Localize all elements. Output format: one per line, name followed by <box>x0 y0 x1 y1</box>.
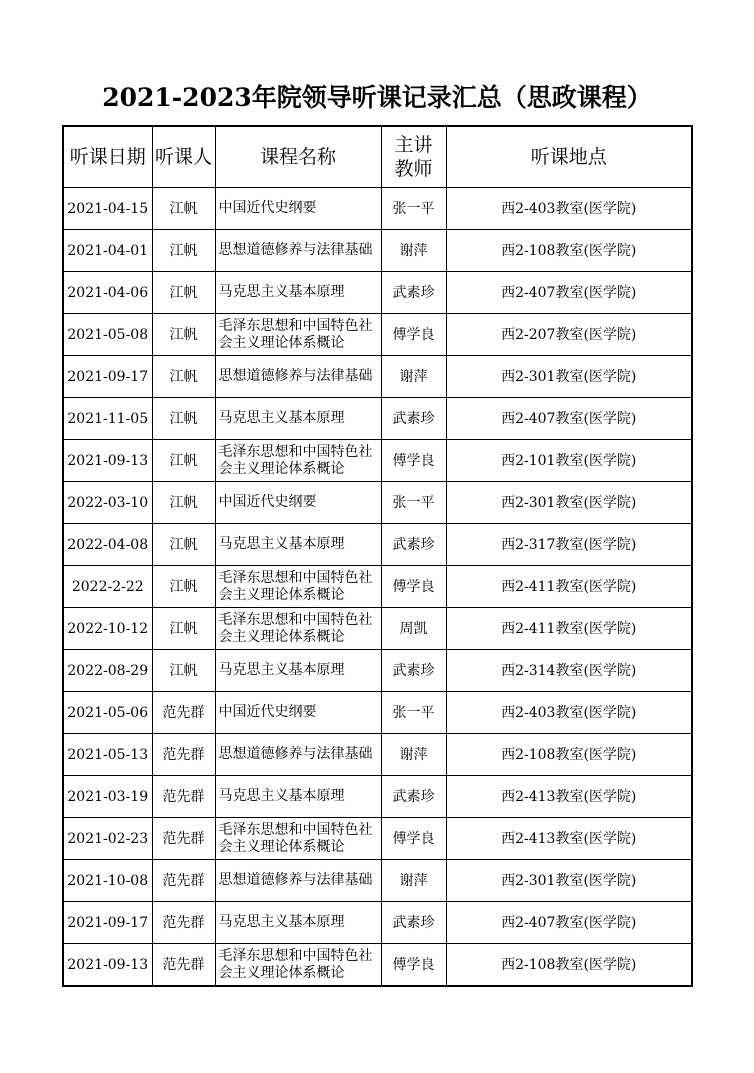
cell-listener: 范先群 <box>152 818 215 860</box>
cell-teacher: 张一平 <box>381 482 446 524</box>
cell-course: 毛泽东思想和中国特色社会主义理论体系概论 <box>215 608 381 650</box>
table-row <box>63 482 692 524</box>
cell-location: 西2-301教室(医学院) <box>446 860 692 902</box>
cell-course: 思想道德修养与法律基础 <box>215 860 381 902</box>
cell-date: 2021-09-13 <box>63 440 152 482</box>
cell-listener: 江帆 <box>152 440 215 482</box>
cell-date: 2022-04-08 <box>63 524 152 566</box>
cell-course: 思想道德修养与法律基础 <box>215 734 381 776</box>
cell-location: 西2-407教室(医学院) <box>446 398 692 440</box>
cell-date: 2021-05-08 <box>63 314 152 356</box>
cell-teacher: 张一平 <box>381 692 446 734</box>
cell-date: 2021-05-06 <box>63 692 152 734</box>
table-row <box>63 524 692 566</box>
cell-date: 2021-05-13 <box>63 734 152 776</box>
cell-listener: 范先群 <box>152 734 215 776</box>
table-row <box>63 230 692 272</box>
table-row <box>63 356 692 398</box>
cell-listener: 范先群 <box>152 902 215 944</box>
header-teacher-line1: 主讲 <box>394 134 433 156</box>
page-title: 2021-2023年院领导听课记录汇总（思政课程） <box>102 83 652 112</box>
cell-listener: 江帆 <box>152 314 215 356</box>
cell-course: 马克思主义基本原理 <box>215 650 381 692</box>
table-body <box>63 188 692 987</box>
cell-location: 西2-403教室(医学院) <box>446 692 692 734</box>
table-row <box>63 692 692 734</box>
header-teacher-line2: 教师 <box>394 158 433 180</box>
cell-location: 西2-317教室(医学院) <box>446 524 692 566</box>
cell-course: 毛泽东思想和中国特色社会主义理论体系概论 <box>215 566 381 608</box>
cell-teacher: 傅学良 <box>381 944 446 987</box>
cell-location: 西2-314教室(医学院) <box>446 650 692 692</box>
cell-location: 西2-413教室(医学院) <box>446 818 692 860</box>
cell-date: 2021-04-01 <box>63 230 152 272</box>
table-row <box>63 818 692 860</box>
cell-date: 2022-03-10 <box>63 482 152 524</box>
cell-course: 毛泽东思想和中国特色社会主义理论体系概论 <box>215 818 381 860</box>
header-course: 课程名称 <box>215 126 381 188</box>
cell-location: 西2-411教室(医学院) <box>446 566 692 608</box>
cell-teacher: 武素珍 <box>381 776 446 818</box>
cell-location: 西2-413教室(医学院) <box>446 776 692 818</box>
table-row <box>63 902 692 944</box>
cell-date: 2021-09-13 <box>63 944 152 987</box>
cell-location: 西2-403教室(医学院) <box>446 188 692 230</box>
cell-teacher: 张一平 <box>381 188 446 230</box>
table-row <box>63 734 692 776</box>
cell-teacher: 武素珍 <box>381 524 446 566</box>
cell-teacher: 傅学良 <box>381 314 446 356</box>
cell-course: 马克思主义基本原理 <box>215 902 381 944</box>
cell-listener: 江帆 <box>152 188 215 230</box>
table-row <box>63 776 692 818</box>
cell-listener: 江帆 <box>152 272 215 314</box>
cell-course: 中国近代史纲要 <box>215 188 381 230</box>
cell-location: 西2-301教室(医学院) <box>446 356 692 398</box>
cell-listener: 江帆 <box>152 230 215 272</box>
table-row <box>63 650 692 692</box>
table-row <box>63 440 692 482</box>
table-row <box>63 272 692 314</box>
cell-location: 西2-108教室(医学院) <box>446 230 692 272</box>
table-row <box>63 188 692 230</box>
cell-date: 2021-04-15 <box>63 188 152 230</box>
table-header <box>63 126 692 188</box>
cell-listener: 范先群 <box>152 860 215 902</box>
header-location: 听课地点 <box>446 126 692 188</box>
cell-date: 2021-09-17 <box>63 356 152 398</box>
cell-location: 西2-301教室(医学院) <box>446 482 692 524</box>
cell-date: 2021-10-08 <box>63 860 152 902</box>
cell-date: 2022-08-29 <box>63 650 152 692</box>
cell-listener: 江帆 <box>152 398 215 440</box>
cell-course: 毛泽东思想和中国特色社会主义理论体系概论 <box>215 944 381 987</box>
table-row <box>63 860 692 902</box>
cell-course: 马克思主义基本原理 <box>215 272 381 314</box>
cell-course: 中国近代史纲要 <box>215 692 381 734</box>
cell-teacher: 武素珍 <box>381 398 446 440</box>
cell-date: 2021-11-05 <box>63 398 152 440</box>
cell-date: 2021-03-19 <box>63 776 152 818</box>
cell-course: 马克思主义基本原理 <box>215 524 381 566</box>
cell-course: 思想道德修养与法律基础 <box>215 230 381 272</box>
table-row <box>63 314 692 356</box>
cell-date: 2022-10-12 <box>63 608 152 650</box>
cell-teacher: 武素珍 <box>381 650 446 692</box>
cell-teacher: 傅学良 <box>381 566 446 608</box>
records-table <box>62 125 693 987</box>
cell-listener: 江帆 <box>152 524 215 566</box>
cell-course: 思想道德修养与法律基础 <box>215 356 381 398</box>
cell-course: 马克思主义基本原理 <box>215 398 381 440</box>
cell-teacher: 谢萍 <box>381 860 446 902</box>
cell-course: 马克思主义基本原理 <box>215 776 381 818</box>
cell-listener: 江帆 <box>152 566 215 608</box>
header-listener: 听课人 <box>152 126 215 188</box>
cell-location: 西2-411教室(医学院) <box>446 608 692 650</box>
cell-listener: 范先群 <box>152 944 215 987</box>
table-row <box>63 566 692 608</box>
cell-location: 西2-407教室(医学院) <box>446 272 692 314</box>
cell-teacher: 傅学良 <box>381 818 446 860</box>
cell-course: 毛泽东思想和中国特色社会主义理论体系概论 <box>215 440 381 482</box>
cell-location: 西2-207教室(医学院) <box>446 314 692 356</box>
cell-date: 2021-04-06 <box>63 272 152 314</box>
cell-location: 西2-407教室(医学院) <box>446 902 692 944</box>
cell-course: 毛泽东思想和中国特色社会主义理论体系概论 <box>215 314 381 356</box>
table-row <box>63 944 692 987</box>
cell-listener: 江帆 <box>152 650 215 692</box>
table-row <box>63 608 692 650</box>
cell-date: 2021-09-17 <box>63 902 152 944</box>
cell-course: 中国近代史纲要 <box>215 482 381 524</box>
cell-listener: 范先群 <box>152 692 215 734</box>
cell-listener: 江帆 <box>152 482 215 524</box>
cell-location: 西2-108教室(医学院) <box>446 734 692 776</box>
table-row <box>63 398 692 440</box>
cell-location: 西2-101教室(医学院) <box>446 440 692 482</box>
cell-teacher: 周凯 <box>381 608 446 650</box>
cell-date: 2021-02-23 <box>63 818 152 860</box>
cell-listener: 江帆 <box>152 356 215 398</box>
cell-listener: 范先群 <box>152 776 215 818</box>
cell-listener: 江帆 <box>152 608 215 650</box>
cell-teacher: 谢萍 <box>381 356 446 398</box>
cell-location: 西2-108教室(医学院) <box>446 944 692 987</box>
cell-date: 2022-2-22 <box>63 566 152 608</box>
cell-teacher: 武素珍 <box>381 902 446 944</box>
header-date: 听课日期 <box>63 126 152 188</box>
cell-teacher: 武素珍 <box>381 272 446 314</box>
cell-teacher: 谢萍 <box>381 734 446 776</box>
header-teacher <box>381 126 446 188</box>
cell-teacher: 谢萍 <box>381 230 446 272</box>
cell-teacher: 傅学良 <box>381 440 446 482</box>
